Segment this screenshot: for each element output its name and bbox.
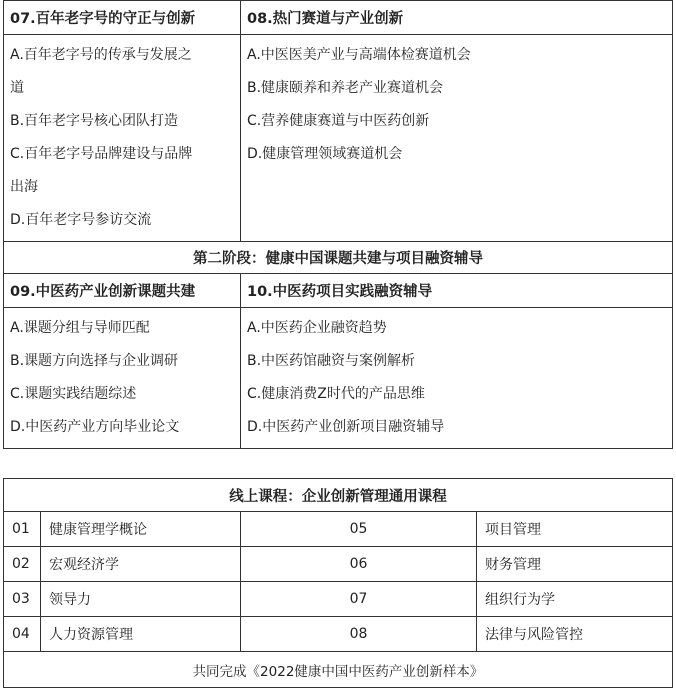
stage-course-table xyxy=(3,0,673,449)
list-item: C.营养健康赛道与中医药创新 xyxy=(247,113,430,129)
online-title-row xyxy=(4,479,673,512)
course-number: 08 xyxy=(241,617,477,652)
course-name: 人力资源管理 xyxy=(41,617,241,652)
table-row xyxy=(4,617,673,652)
list-item: B.中医药馆融资与案例解析 xyxy=(247,353,416,369)
list-item: C.课题实践结题综述 xyxy=(10,386,137,402)
section-header-row xyxy=(4,274,673,308)
course-number: 01 xyxy=(4,512,41,547)
course-number: 05 xyxy=(241,512,477,547)
section-09-items xyxy=(4,308,241,449)
section-09-title: 09.中医药产业创新课题共建 xyxy=(4,274,241,308)
course-number: 07 xyxy=(241,582,477,617)
list-item: B.健康颐养和养老产业赛道机会 xyxy=(247,80,444,96)
list-item: B.课题方向选择与企业调研 xyxy=(10,353,179,369)
section-08-items xyxy=(241,35,673,242)
course-number: 06 xyxy=(241,547,477,582)
table-row xyxy=(4,512,673,547)
section-header-row xyxy=(4,1,673,35)
list-item: A.百年老字号的传承与发展之 xyxy=(10,47,192,63)
section-items-row xyxy=(4,35,673,242)
list-item: D.中医药产业方向毕业论文 xyxy=(10,419,180,435)
section-10-items xyxy=(241,308,673,449)
section-07-items xyxy=(4,35,241,242)
section-08-title: 08.热门赛道与产业创新 xyxy=(241,1,673,35)
course-number: 03 xyxy=(4,582,41,617)
list-item: D.中医药产业创新项目融资辅导 xyxy=(247,419,445,435)
section-10-title: 10.中医药项目实践融资辅导 xyxy=(241,274,673,308)
list-item: D.健康管理领域赛道机会 xyxy=(247,146,403,162)
list-item: C.健康消费Z时代的产品思维 xyxy=(247,386,425,402)
course-name: 项目管理 xyxy=(477,512,673,547)
footer-row xyxy=(4,652,673,688)
list-item: A.中医药企业融资趋势 xyxy=(247,320,387,336)
course-name: 组织行为学 xyxy=(477,582,673,617)
online-course-title: 线上课程：企业创新管理通用课程 xyxy=(4,479,673,512)
list-item: 道 xyxy=(10,80,24,96)
list-item: D.百年老字号参访交流 xyxy=(10,212,152,228)
list-item: C.百年老字号品牌建设与品牌 xyxy=(10,146,193,162)
course-name: 财务管理 xyxy=(477,547,673,582)
course-name: 健康管理学概论 xyxy=(41,512,241,547)
footer-note: 共同完成《2022健康中国中医药产业创新样本》 xyxy=(4,652,673,688)
section-07-title: 07.百年老字号的守正与创新 xyxy=(4,1,241,35)
course-number: 02 xyxy=(4,547,41,582)
list-item: A.中医医美产业与高端体检赛道机会 xyxy=(247,47,471,63)
section-items-row xyxy=(4,308,673,449)
list-item: 出海 xyxy=(10,179,38,195)
list-item: A.课题分组与导师匹配 xyxy=(10,320,150,336)
course-name: 领导力 xyxy=(41,582,241,617)
table-row xyxy=(4,547,673,582)
stage-two-row xyxy=(4,242,673,274)
course-name: 宏观经济学 xyxy=(41,547,241,582)
table-row xyxy=(4,582,673,617)
online-course-table xyxy=(3,478,673,688)
course-number: 04 xyxy=(4,617,41,652)
list-item: B.百年老字号核心团队打造 xyxy=(10,113,179,129)
stage-two-title: 第二阶段：健康中国课题共建与项目融资辅导 xyxy=(4,242,673,274)
course-name: 法律与风险管控 xyxy=(477,617,673,652)
